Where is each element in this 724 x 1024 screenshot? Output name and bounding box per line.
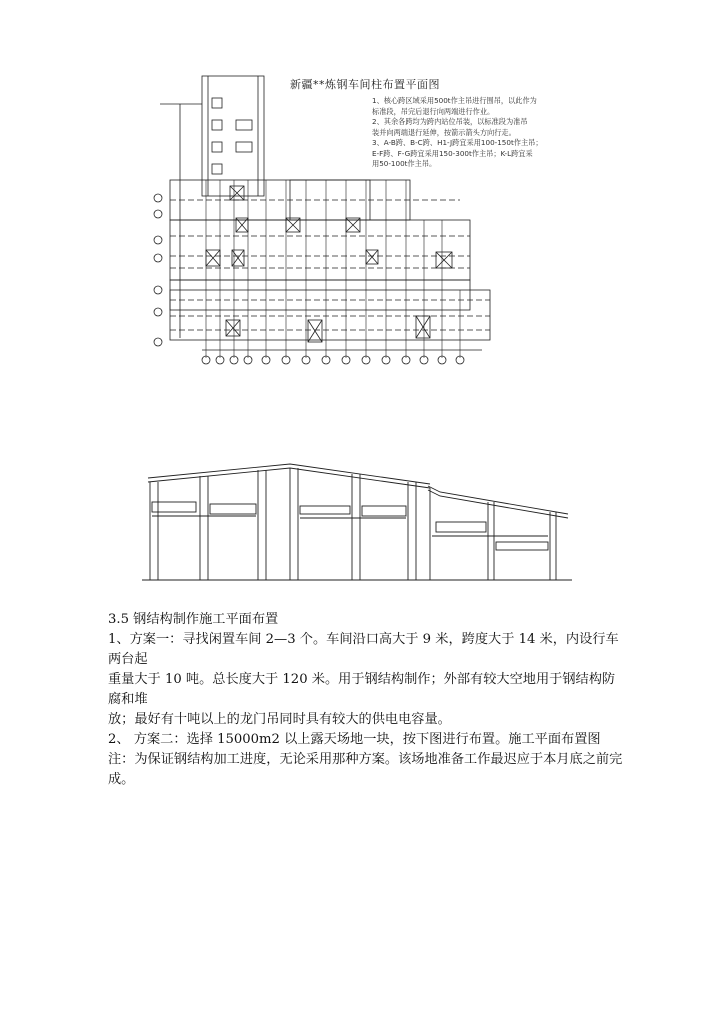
plan-note-line: E-F跨、F-G跨宜采用150-300t作主吊；K-L跨宜采	[372, 148, 533, 158]
section-heading: 3.5 钢结构制作施工平面布置	[108, 612, 279, 627]
plan-note-line: 标准段，吊完后退行向两端进行作业。	[372, 106, 495, 116]
plan-notes	[372, 96, 582, 170]
section-drawing-svg	[140, 462, 580, 584]
plan-title: 新疆**炼钢车间柱布置平面图	[290, 78, 440, 91]
plan-note-line: 1、核心跨区域采用500t作主吊进行围吊，以此作为	[372, 96, 537, 105]
plan-note-line: 2、其余各跨均为跨内站位吊装，以标准段为准吊	[372, 117, 528, 126]
paragraph-line: 注：为保证钢结构加工进度，无论采用那种方案。该场地准备工作最迟应于本月底之前完	[108, 752, 623, 767]
body-text	[108, 610, 628, 790]
plan-note-line: 装并向两端退行延伸，按箭示箭头方向行走。	[372, 127, 516, 137]
plan-note-line: 用50-100t作主吊。	[372, 159, 437, 168]
plan-note-line: 3、A-B跨、B-C跨、H1-J跨宜采用100-150t作主吊；	[372, 138, 543, 147]
paragraph-line: 1、方案一：寻找闲置车间 2—3 个。车间沿口高大于 9 米，跨度大于 14 米，内设行车两台起	[108, 632, 619, 667]
paragraph-line: 重量大于 10 吨。总长度大于 120 米。用于钢结构制作；外部有较大空地用于钢结构防腐和堆	[108, 672, 616, 707]
column-layout-plan-drawing	[140, 68, 610, 398]
paragraph-line: 成。	[108, 772, 135, 787]
section-elevation-drawing	[140, 462, 580, 584]
paragraph-line: 放；最好有十吨以上的龙门吊同时具有较大的供电电容量。	[108, 712, 451, 727]
paragraph-line: 2、 方案二：选择 15000m2 以上露天场地一块，按下图进行布置。施工平面布置图	[108, 732, 601, 747]
